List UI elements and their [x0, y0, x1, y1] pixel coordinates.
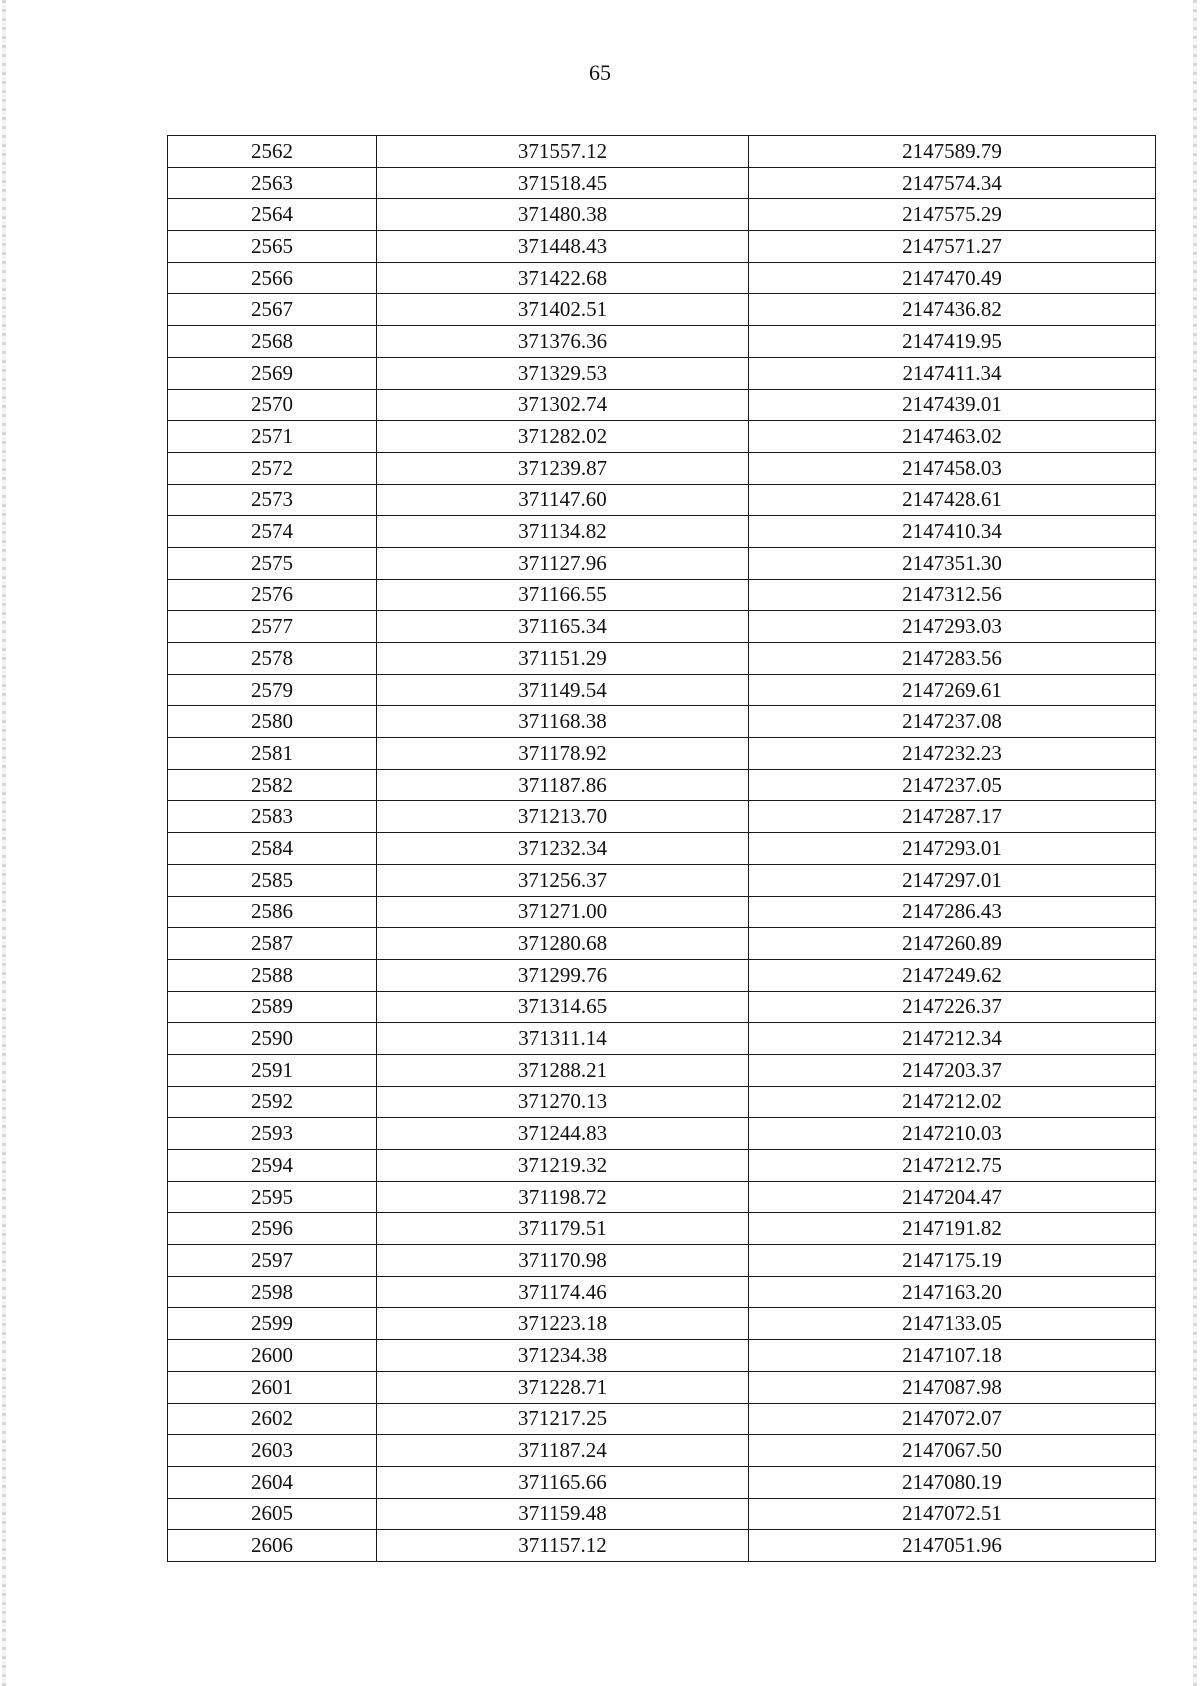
point-number-cell: 2571: [168, 421, 377, 453]
table-row: [168, 199, 1156, 231]
x-coordinate-cell: 371557.12: [377, 136, 749, 168]
point-number-cell: 2598: [168, 1276, 377, 1308]
point-number-cell: 2575: [168, 547, 377, 579]
y-coordinate-cell: 2147204.47: [749, 1181, 1156, 1213]
x-coordinate-cell: 371219.32: [377, 1150, 749, 1182]
y-coordinate-cell: 2147351.30: [749, 547, 1156, 579]
x-coordinate-cell: 371402.51: [377, 294, 749, 326]
x-coordinate-cell: 371187.24: [377, 1435, 749, 1467]
x-coordinate-cell: 371178.92: [377, 738, 749, 770]
x-coordinate-cell: 371228.71: [377, 1371, 749, 1403]
table-row: [168, 294, 1156, 326]
x-coordinate-cell: 371213.70: [377, 801, 749, 833]
table-row: [168, 769, 1156, 801]
y-coordinate-cell: 2147589.79: [749, 136, 1156, 168]
y-coordinate-cell: 2147249.62: [749, 959, 1156, 991]
y-coordinate-cell: 2147297.01: [749, 864, 1156, 896]
x-coordinate-cell: 371239.87: [377, 452, 749, 484]
table-row: [168, 1023, 1156, 1055]
point-number-cell: 2606: [168, 1530, 377, 1562]
y-coordinate-cell: 2147212.75: [749, 1150, 1156, 1182]
x-coordinate-cell: 371157.12: [377, 1530, 749, 1562]
point-number-cell: 2568: [168, 326, 377, 358]
y-coordinate-cell: 2147269.61: [749, 674, 1156, 706]
x-coordinate-cell: 371376.36: [377, 326, 749, 358]
y-coordinate-cell: 2147287.17: [749, 801, 1156, 833]
point-number-cell: 2580: [168, 706, 377, 738]
point-number-cell: 2573: [168, 484, 377, 516]
table-row: [168, 801, 1156, 833]
point-number-cell: 2590: [168, 1023, 377, 1055]
table-row: [168, 516, 1156, 548]
x-coordinate-cell: 371329.53: [377, 357, 749, 389]
point-number-cell: 2601: [168, 1371, 377, 1403]
table-row: [168, 167, 1156, 199]
coordinate-table-body: [168, 136, 1156, 1562]
point-number-cell: 2574: [168, 516, 377, 548]
table-row: [168, 991, 1156, 1023]
y-coordinate-cell: 2147458.03: [749, 452, 1156, 484]
point-number-cell: 2563: [168, 167, 377, 199]
point-number-cell: 2599: [168, 1308, 377, 1340]
y-coordinate-cell: 2147067.50: [749, 1435, 1156, 1467]
table-row: [168, 326, 1156, 358]
x-coordinate-cell: 371166.55: [377, 579, 749, 611]
x-coordinate-cell: 371149.54: [377, 674, 749, 706]
x-coordinate-cell: 371311.14: [377, 1023, 749, 1055]
y-coordinate-cell: 2147175.19: [749, 1245, 1156, 1277]
x-coordinate-cell: 371480.38: [377, 199, 749, 231]
table-row: [168, 1181, 1156, 1213]
table-row: [168, 1054, 1156, 1086]
table-row: [168, 1466, 1156, 1498]
table-row: [168, 262, 1156, 294]
y-coordinate-cell: 2147293.01: [749, 833, 1156, 865]
point-number-cell: 2582: [168, 769, 377, 801]
y-coordinate-cell: 2147410.34: [749, 516, 1156, 548]
x-coordinate-cell: 371187.86: [377, 769, 749, 801]
table-row: [168, 738, 1156, 770]
point-number-cell: 2600: [168, 1340, 377, 1372]
table-row: [168, 136, 1156, 168]
table-row: [168, 674, 1156, 706]
point-number-cell: 2579: [168, 674, 377, 706]
x-coordinate-cell: 371256.37: [377, 864, 749, 896]
point-number-cell: 2581: [168, 738, 377, 770]
point-number-cell: 2596: [168, 1213, 377, 1245]
point-number-cell: 2583: [168, 801, 377, 833]
y-coordinate-cell: 2147087.98: [749, 1371, 1156, 1403]
table-row: [168, 421, 1156, 453]
table-row: [168, 959, 1156, 991]
x-coordinate-cell: 371302.74: [377, 389, 749, 421]
table-row: [168, 611, 1156, 643]
table-row: [168, 357, 1156, 389]
y-coordinate-cell: 2147210.03: [749, 1118, 1156, 1150]
point-number-cell: 2565: [168, 231, 377, 263]
point-number-cell: 2595: [168, 1181, 377, 1213]
y-coordinate-cell: 2147072.07: [749, 1403, 1156, 1435]
point-number-cell: 2584: [168, 833, 377, 865]
x-coordinate-cell: 371518.45: [377, 167, 749, 199]
table-row: [168, 896, 1156, 928]
y-coordinate-cell: 2147191.82: [749, 1213, 1156, 1245]
y-coordinate-cell: 2147436.82: [749, 294, 1156, 326]
x-coordinate-cell: 371179.51: [377, 1213, 749, 1245]
coordinate-table: [167, 135, 1156, 1562]
y-coordinate-cell: 2147237.05: [749, 769, 1156, 801]
table-row: [168, 1435, 1156, 1467]
table-row: [168, 1403, 1156, 1435]
y-coordinate-cell: 2147571.27: [749, 231, 1156, 263]
y-coordinate-cell: 2147470.49: [749, 262, 1156, 294]
y-coordinate-cell: 2147072.51: [749, 1498, 1156, 1530]
y-coordinate-cell: 2147080.19: [749, 1466, 1156, 1498]
point-number-cell: 2602: [168, 1403, 377, 1435]
x-coordinate-cell: 371151.29: [377, 643, 749, 675]
point-number-cell: 2586: [168, 896, 377, 928]
point-number-cell: 2570: [168, 389, 377, 421]
y-coordinate-cell: 2147237.08: [749, 706, 1156, 738]
y-coordinate-cell: 2147286.43: [749, 896, 1156, 928]
x-coordinate-cell: 371147.60: [377, 484, 749, 516]
x-coordinate-cell: 371159.48: [377, 1498, 749, 1530]
table-row: [168, 231, 1156, 263]
y-coordinate-cell: 2147575.29: [749, 199, 1156, 231]
point-number-cell: 2564: [168, 199, 377, 231]
x-coordinate-cell: 371244.83: [377, 1118, 749, 1150]
point-number-cell: 2569: [168, 357, 377, 389]
y-coordinate-cell: 2147226.37: [749, 991, 1156, 1023]
table-row: [168, 928, 1156, 960]
table-row: [168, 1150, 1156, 1182]
table-row: [168, 1118, 1156, 1150]
y-coordinate-cell: 2147212.34: [749, 1023, 1156, 1055]
table-row: [168, 1245, 1156, 1277]
x-coordinate-cell: 371134.82: [377, 516, 749, 548]
x-coordinate-cell: 371223.18: [377, 1308, 749, 1340]
point-number-cell: 2589: [168, 991, 377, 1023]
table-row: [168, 579, 1156, 611]
table-row: [168, 864, 1156, 896]
x-coordinate-cell: 371282.02: [377, 421, 749, 453]
x-coordinate-cell: 371280.68: [377, 928, 749, 960]
y-coordinate-cell: 2147133.05: [749, 1308, 1156, 1340]
table-row: [168, 1276, 1156, 1308]
x-coordinate-cell: 371170.98: [377, 1245, 749, 1277]
x-coordinate-cell: 371165.34: [377, 611, 749, 643]
x-coordinate-cell: 371234.38: [377, 1340, 749, 1372]
y-coordinate-cell: 2147203.37: [749, 1054, 1156, 1086]
x-coordinate-cell: 371198.72: [377, 1181, 749, 1213]
point-number-cell: 2591: [168, 1054, 377, 1086]
point-number-cell: 2578: [168, 643, 377, 675]
y-coordinate-cell: 2147260.89: [749, 928, 1156, 960]
table-row: [168, 389, 1156, 421]
point-number-cell: 2603: [168, 1435, 377, 1467]
x-coordinate-cell: 371174.46: [377, 1276, 749, 1308]
table-row: [168, 643, 1156, 675]
x-coordinate-cell: 371232.34: [377, 833, 749, 865]
y-coordinate-cell: 2147293.03: [749, 611, 1156, 643]
page-number: 65: [589, 60, 611, 85]
y-coordinate-cell: 2147232.23: [749, 738, 1156, 770]
x-coordinate-cell: 371127.96: [377, 547, 749, 579]
point-number-cell: 2593: [168, 1118, 377, 1150]
y-coordinate-cell: 2147439.01: [749, 389, 1156, 421]
table-row: [168, 833, 1156, 865]
table-row: [168, 1530, 1156, 1562]
table-row: [168, 706, 1156, 738]
x-coordinate-cell: 371288.21: [377, 1054, 749, 1086]
x-coordinate-cell: 371314.65: [377, 991, 749, 1023]
table-row: [168, 1498, 1156, 1530]
y-coordinate-cell: 2147419.95: [749, 326, 1156, 358]
table-row: [168, 547, 1156, 579]
point-number-cell: 2572: [168, 452, 377, 484]
point-number-cell: 2576: [168, 579, 377, 611]
table-row: [168, 452, 1156, 484]
point-number-cell: 2566: [168, 262, 377, 294]
y-coordinate-cell: 2147212.02: [749, 1086, 1156, 1118]
x-coordinate-cell: 371422.68: [377, 262, 749, 294]
table-row: [168, 1308, 1156, 1340]
point-number-cell: 2567: [168, 294, 377, 326]
y-coordinate-cell: 2147428.61: [749, 484, 1156, 516]
y-coordinate-cell: 2147107.18: [749, 1340, 1156, 1372]
point-number-cell: 2594: [168, 1150, 377, 1182]
point-number-cell: 2577: [168, 611, 377, 643]
x-coordinate-cell: 371448.43: [377, 231, 749, 263]
table-row: [168, 1213, 1156, 1245]
point-number-cell: 2562: [168, 136, 377, 168]
table-row: [168, 1340, 1156, 1372]
y-coordinate-cell: 2147411.34: [749, 357, 1156, 389]
table-row: [168, 484, 1156, 516]
x-coordinate-cell: 371299.76: [377, 959, 749, 991]
y-coordinate-cell: 2147283.56: [749, 643, 1156, 675]
y-coordinate-cell: 2147574.34: [749, 167, 1156, 199]
y-coordinate-cell: 2147051.96: [749, 1530, 1156, 1562]
x-coordinate-cell: 371165.66: [377, 1466, 749, 1498]
table-row: [168, 1371, 1156, 1403]
scan-edge-left: [2, 0, 6, 1686]
x-coordinate-cell: 371168.38: [377, 706, 749, 738]
y-coordinate-cell: 2147312.56: [749, 579, 1156, 611]
y-coordinate-cell: 2147463.02: [749, 421, 1156, 453]
point-number-cell: 2597: [168, 1245, 377, 1277]
y-coordinate-cell: 2147163.20: [749, 1276, 1156, 1308]
point-number-cell: 2592: [168, 1086, 377, 1118]
table-row: [168, 1086, 1156, 1118]
x-coordinate-cell: 371270.13: [377, 1086, 749, 1118]
scan-edge-right: [1193, 0, 1197, 1686]
point-number-cell: 2587: [168, 928, 377, 960]
point-number-cell: 2604: [168, 1466, 377, 1498]
point-number-cell: 2588: [168, 959, 377, 991]
x-coordinate-cell: 371271.00: [377, 896, 749, 928]
x-coordinate-cell: 371217.25: [377, 1403, 749, 1435]
point-number-cell: 2585: [168, 864, 377, 896]
point-number-cell: 2605: [168, 1498, 377, 1530]
